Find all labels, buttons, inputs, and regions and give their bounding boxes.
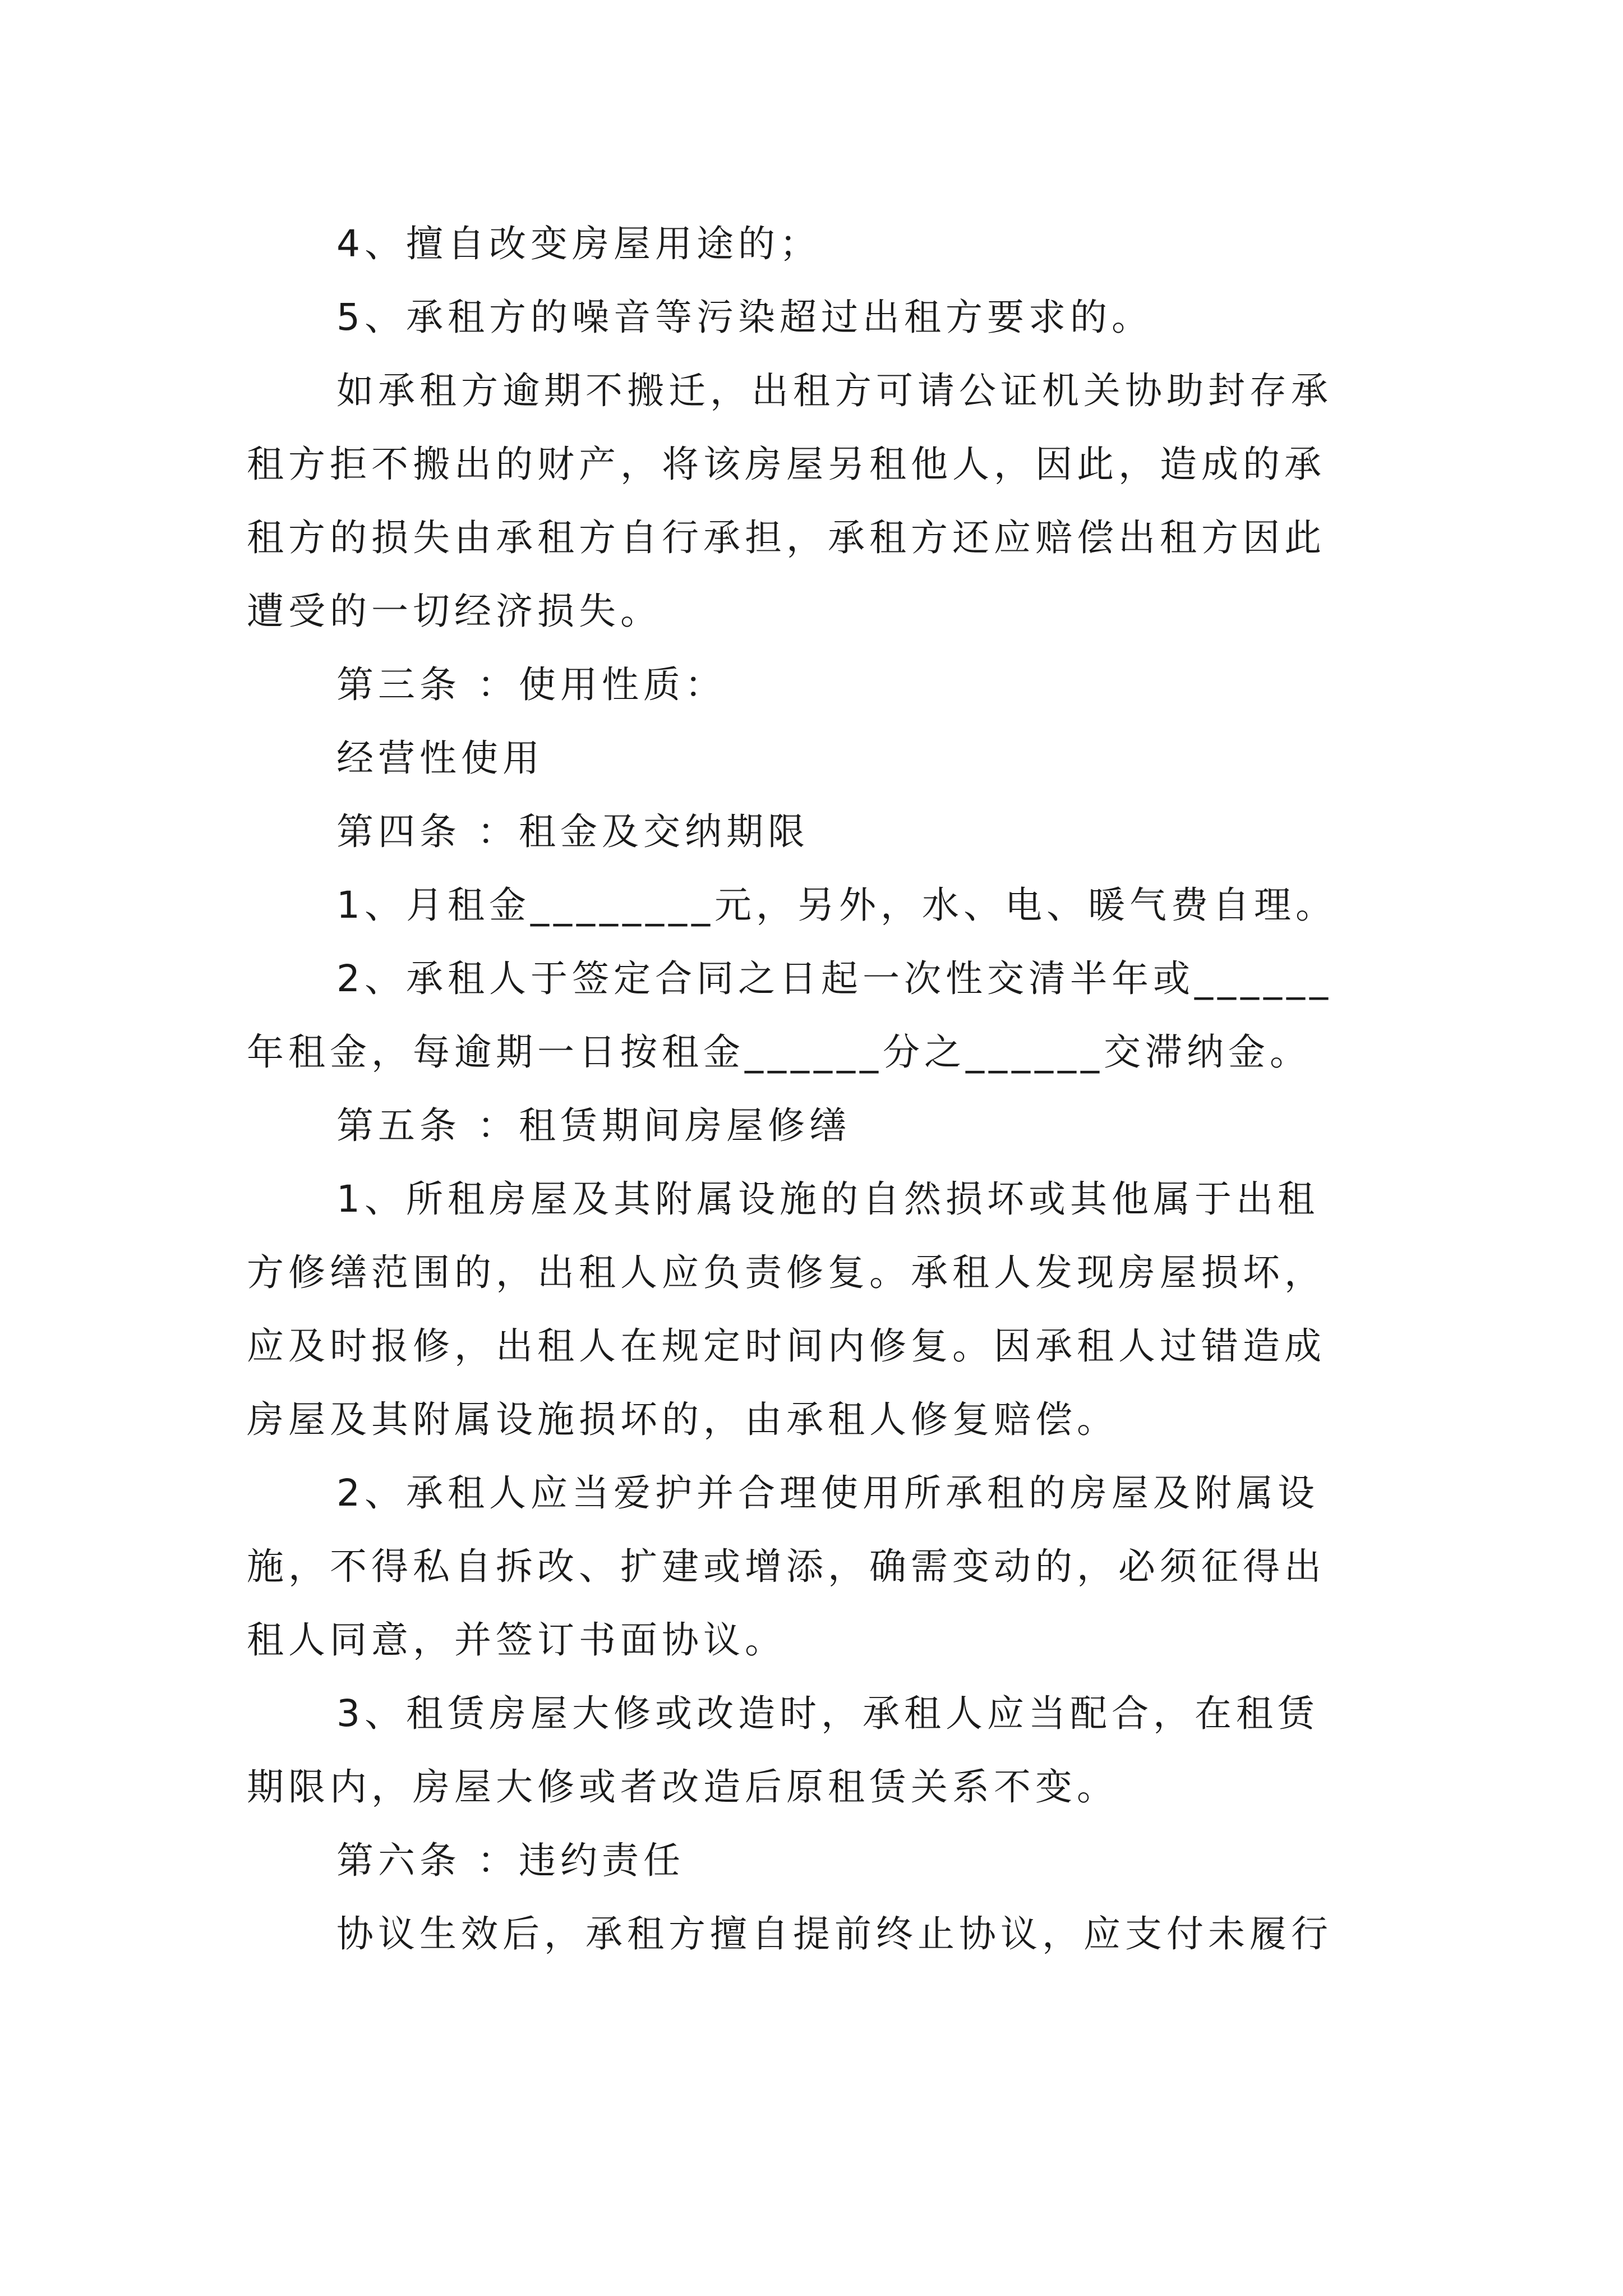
section-heading: 第三条 ：使用性质： [336, 663, 726, 706]
section-heading: 第六条 ：违约责任 [336, 1839, 685, 1882]
text-line: 年租金，每逾期一日按租金______分之______交滞纳金。 [247, 1030, 1311, 1074]
text-line: 租方拒不搬出的财产，将该房屋另租他人，因此，造成的承 [247, 443, 1326, 486]
text-line: 4、擅自改变房屋用途的； [336, 222, 821, 265]
text-line: 协议生效后，承租方擅自提前终止协议，应支付未履行 [336, 1912, 1332, 1955]
text-line: 如承租方逾期不搬迁，出租方可请公证机关协助封存承 [336, 369, 1332, 412]
text-line: 应及时报修，出租人在规定时间内修复。因承租人过错造成 [247, 1324, 1326, 1368]
text-line: 1、所租房屋及其附属设施的自然损坏或其他属于出租 [336, 1177, 1319, 1221]
text-line: 2、承租人于签定合同之日起一次性交清半年或______ [336, 957, 1332, 1000]
text-line: 2、承租人应当爱护并合理使用所承租的房屋及附属设 [336, 1471, 1319, 1515]
section-heading: 第五条 ：租赁期间房屋修缮 [336, 1104, 851, 1147]
text-line: 5、承租方的噪音等污染超过出租方要求的。 [336, 296, 1153, 339]
text-line: 方修缮范围的，出租人应负责修复。承租人发现房屋损坏， [247, 1251, 1326, 1294]
text-line: 施，不得私自拆改、扩建或增添，确需变动的，必须征得出 [247, 1545, 1326, 1588]
text-line: 经营性使用 [336, 737, 544, 780]
text-line: 租人同意，并签订书面协议。 [247, 1618, 786, 1662]
text-line: 期限内，房屋大修或者改造后原租赁关系不变。 [247, 1765, 1118, 1809]
text-line: 3、租赁房屋大修或改造时，承租人应当配合，在租赁 [336, 1692, 1319, 1735]
text-line: 1、月租金________元，另外，水、电、暖气费自理。 [336, 884, 1337, 927]
text-line: 房屋及其附属设施损坏的，由承租人修复赔偿。 [247, 1398, 1118, 1441]
section-heading: 第四条 ：租金及交纳期限 [336, 810, 809, 853]
text-line: 遭受的一切经济损失。 [247, 590, 662, 633]
text-line: 租方的损失由承租方自行承担，承租方还应赔偿出租方因此 [247, 516, 1326, 559]
